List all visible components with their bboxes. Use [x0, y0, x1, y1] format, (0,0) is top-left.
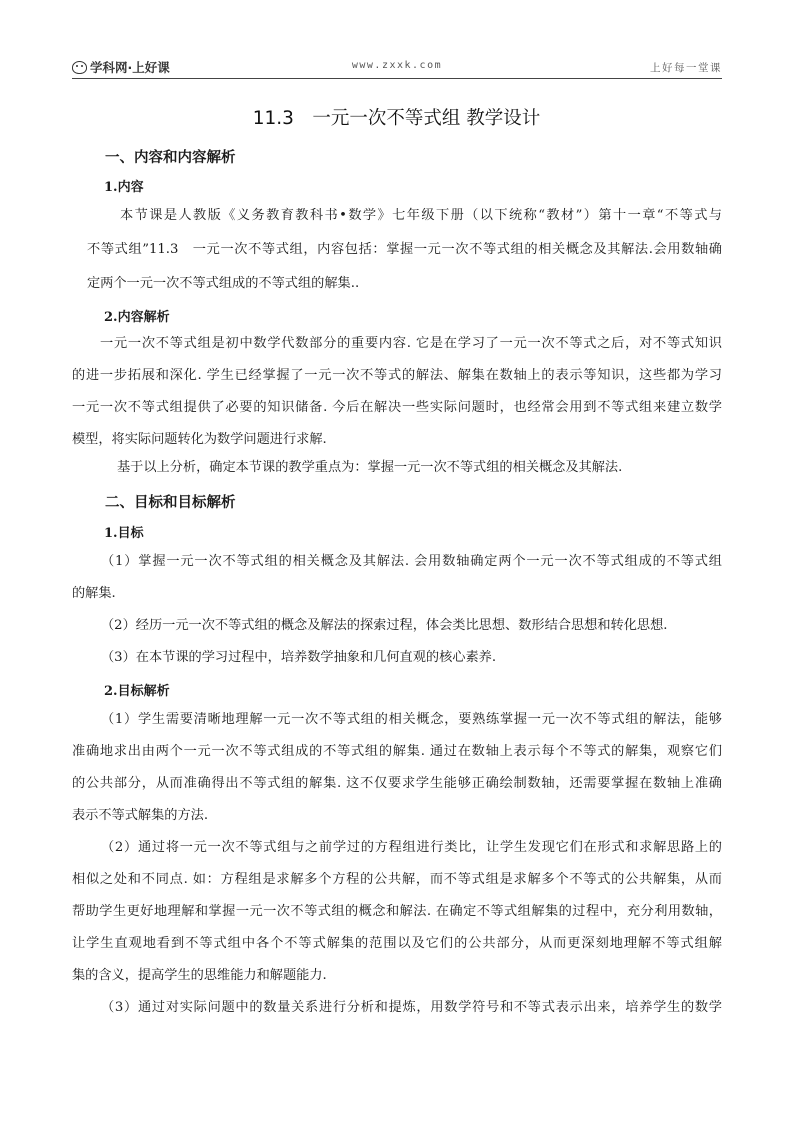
header-url[interactable]: www.zxxk.com	[351, 60, 443, 71]
paragraph-line: 让学生直观地看到不等式组中各个不等式解集的范围以及它们的公共部分，从而更深刻地理解不等式组解	[72, 936, 722, 951]
paragraph-line: 的公共部分，从而准确得出不等式组的解集. 这不仅要求学生能够正确绘制数轴，还需要掌握在数轴上准确	[72, 776, 722, 791]
section-heading: 一、内容和内容解析	[105, 150, 236, 166]
paragraph-line: （3）在本节课的学习过程中，培养数学抽象和几何直观的核心素养.	[101, 650, 497, 665]
paragraph-line: 一元一次不等式组是初中数学代数部分的重要内容. 它是在学习了一元一次不等式之后，对不等式知识	[100, 336, 722, 351]
paragraph-line: 本节课是人教版《义务教育教科书•数学》七年级下册（以下统称“教材”）第十一章“不等式与	[120, 208, 722, 223]
header-slogan: 上好每一堂课	[650, 62, 722, 74]
paragraph-line: 不等式组”11.3 一元一次不等式组，内容包括：掌握一元一次不等式组的相关概念及其解法.会用数轴确	[87, 242, 722, 257]
paragraph-line: 的解集.	[72, 586, 116, 601]
section-heading: 二、目标和目标解析	[105, 495, 236, 511]
paragraph-line: 帮助学生更好地理解和掌握一元一次不等式组的概念和解法. 在确定不等式组解集的过程中，充分利用数轴，	[72, 904, 722, 919]
header-divider	[72, 78, 722, 79]
paragraph-line: （1）学生需要清晰地理解一元一次不等式组的相关概念，要熟练掌握一元一次不等式组的解法，能够	[101, 712, 722, 727]
paragraph-line: （3）通过对实际问题中的数量关系进行分析和提炼，用数学符号和不等式表示出来，培养学生的数学	[101, 1000, 722, 1015]
subsection-heading: 1.目标	[104, 526, 144, 541]
document-title: 11.3 一元一次不等式组 教学设计	[252, 108, 541, 129]
subsection-heading: 2.目标解析	[104, 684, 170, 699]
paragraph-line: 定两个一元一次不等式组成的不等式组的解集..	[87, 276, 360, 291]
paragraph-line: （2）通过将一元一次不等式组与之前学过的方程组进行类比，让学生发现它们在形式和求解思路上的	[101, 840, 722, 855]
paragraph-line: 一元一次不等式组提供了必要的知识储备. 今后在解决一些实际问题时，也经常会用到不等式组来建立数学	[72, 400, 722, 415]
logo-text: 学科网·上好课	[90, 60, 170, 75]
paragraph-line: 表示不等式解集的方法.	[72, 808, 209, 823]
paragraph-line: 集的含义，提高学生的思维能力和解题能力.	[72, 968, 327, 983]
subsection-heading: 2.内容解析	[104, 310, 170, 325]
paragraph-line: （2）经历一元一次不等式组的概念及解法的探索过程，体会类比思想、数形结合思想和转化思想.	[101, 618, 668, 633]
paragraph-line: 相似之处和不同点. 如：方程组是求解多个方程的公共解，而不等式组是求解多个不等式的公共解集，从而	[72, 872, 722, 887]
page-header	[72, 56, 722, 78]
paragraph-line: 的进一步拓展和深化. 学生已经掌握了一元一次不等式的解法、解集在数轴上的表示等知识，这些都为学习	[72, 368, 722, 383]
paragraph-line: 模型，将实际问题转化为数学问题进行求解.	[72, 432, 327, 447]
paragraph-line: 基于以上分析，确定本节课的教学重点为：掌握一元一次不等式组的相关概念及其解法.	[117, 460, 623, 475]
paragraph-line: （1）掌握一元一次不等式组的相关概念及其解法. 会用数轴确定两个一元一次不等式组成的不等式组	[101, 554, 722, 569]
subsection-heading: 1.内容	[104, 180, 144, 195]
paragraph-line: 准确地求出由两个一元一次不等式组成的不等式组的解集. 通过在数轴上表示每个不等式的解集，观察它们	[72, 744, 722, 759]
